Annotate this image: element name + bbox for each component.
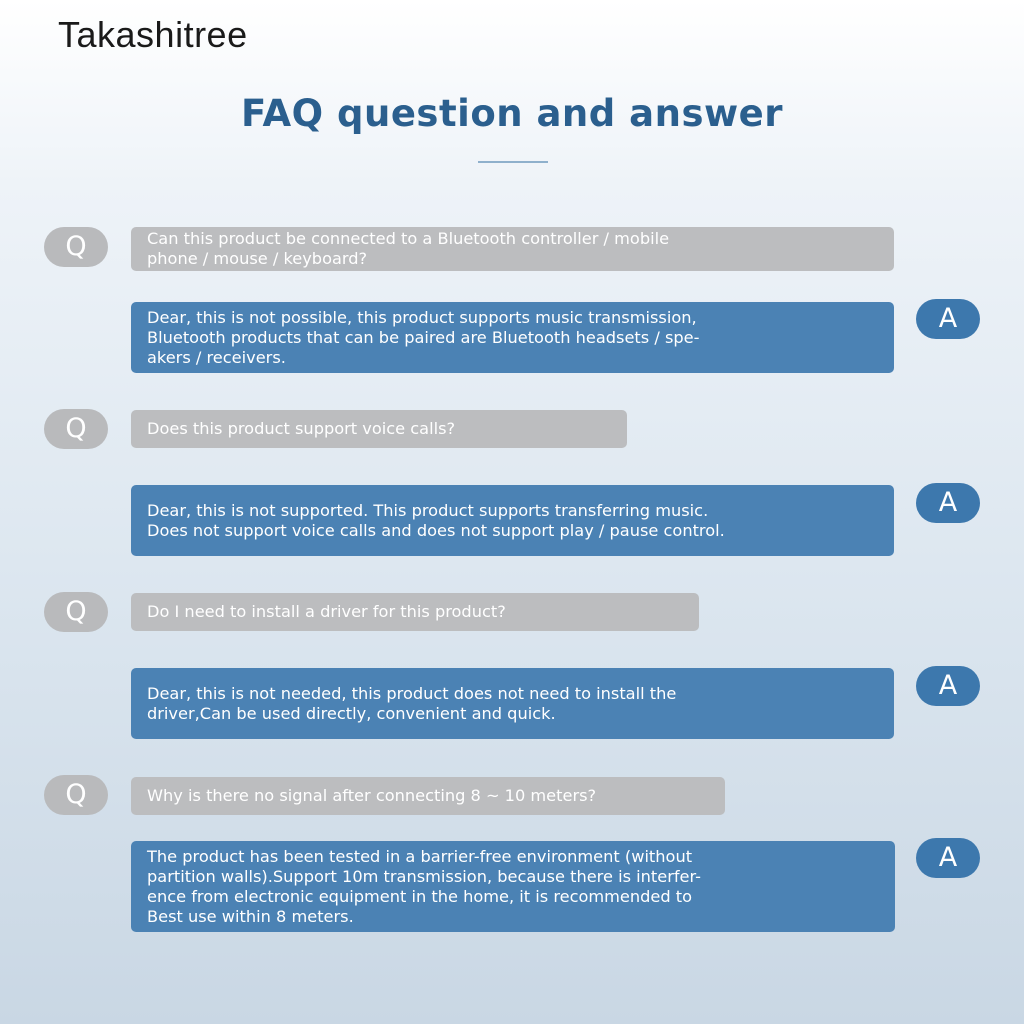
- question-badge-3: Q: [44, 592, 108, 632]
- title-divider: [478, 161, 548, 163]
- answer-badge-3: A: [916, 666, 980, 706]
- question-bubble-4: Why is there no signal after connecting 8 ~ 10 meters?: [131, 777, 725, 815]
- answer-badge-2: A: [916, 483, 980, 523]
- page-title: FAQ question and answer: [241, 92, 783, 135]
- brand-name: Takashitree: [58, 14, 248, 55]
- answer-bubble-3: Dear, this is not needed, this product does not need to install the driver,Can be used directly, convenient and quick.: [131, 668, 894, 739]
- answer-bubble-2: Dear, this is not supported. This product supports transferring music. Does not support voice calls and does not support play / pause control.: [131, 485, 894, 556]
- question-bubble-3: Do I need to install a driver for this product?: [131, 593, 699, 631]
- question-bubble-1: Can this product be connected to a Bluetooth controller / mobile phone / mouse / keyboard?: [131, 227, 894, 271]
- answer-badge-1: A: [916, 299, 980, 339]
- question-badge-1: Q: [44, 227, 108, 267]
- answer-bubble-4: The product has been tested in a barrier-free environment (without partition walls).Support 10m transmission, because there is interfer- ence from electronic equipment in the home, it is recommended to Best use within 8 meters.: [131, 841, 895, 932]
- answer-badge-4: A: [916, 838, 980, 878]
- question-badge-2: Q: [44, 409, 108, 449]
- question-badge-4: Q: [44, 775, 108, 815]
- question-bubble-2: Does this product support voice calls?: [131, 410, 627, 448]
- answer-bubble-1: Dear, this is not possible, this product supports music transmission, Bluetooth products that can be paired are Bluetooth headsets / spe- akers / receivers.: [131, 302, 894, 373]
